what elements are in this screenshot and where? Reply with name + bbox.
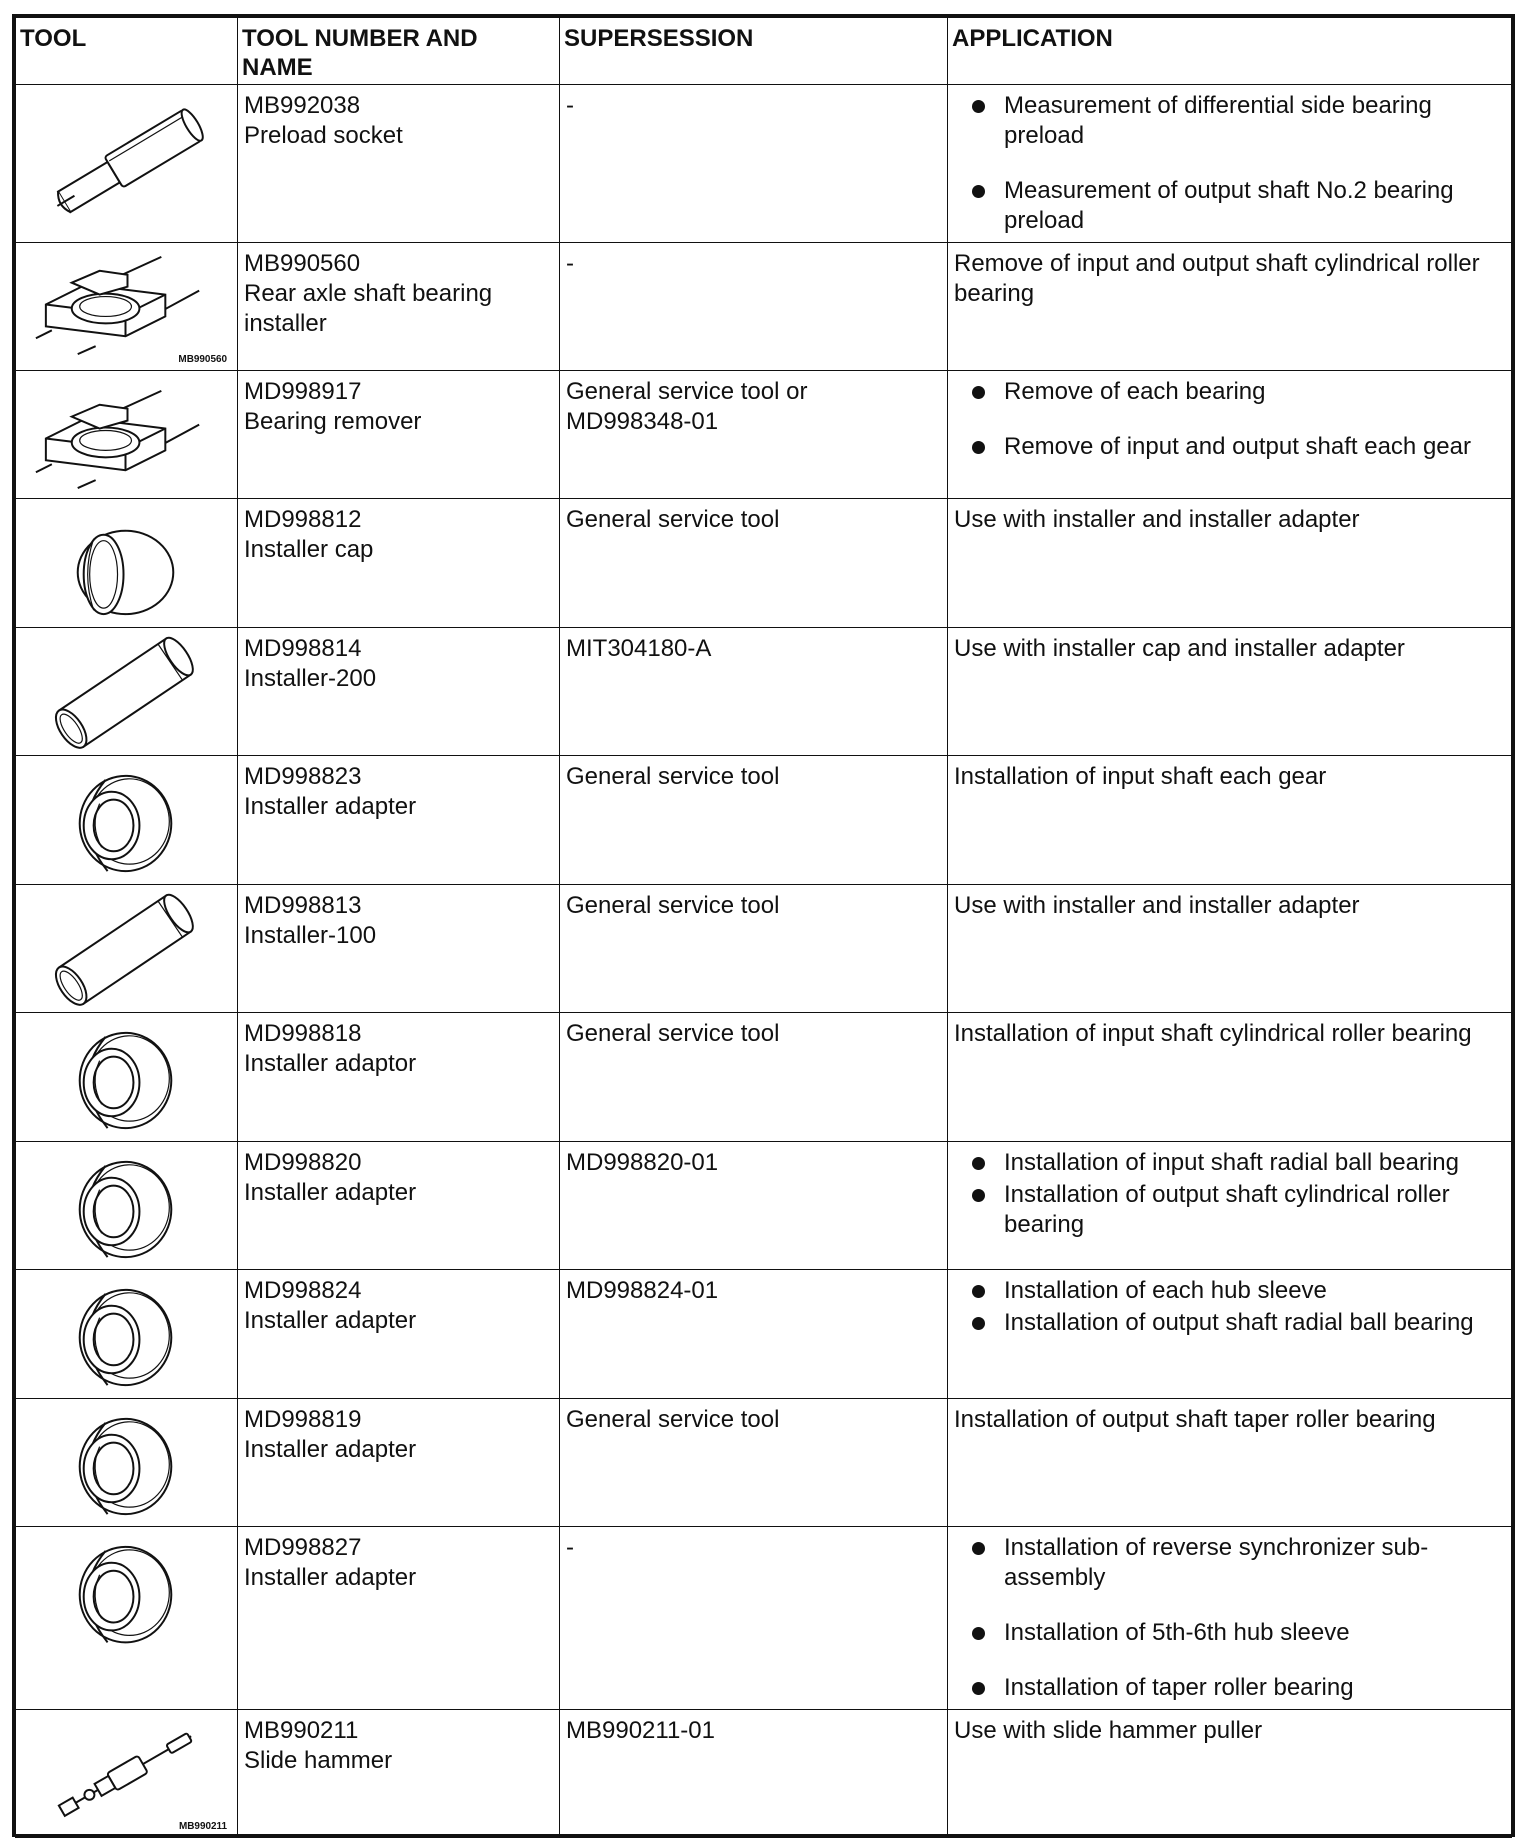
tool-number: MB992038 [244, 92, 361, 119]
tool-number-name-cell [238, 1142, 560, 1270]
application-item: Installation of input shaft radial ball bearing [954, 1148, 1505, 1178]
application-cell [948, 1527, 1512, 1710]
tool-number: MD998812 [244, 506, 362, 533]
special-tools-table [15, 17, 1512, 1838]
tool-image-cell [16, 1142, 238, 1270]
tool-image-cell [16, 499, 238, 628]
tool-number-name-cell [238, 1527, 560, 1710]
tool-name: Rear axle shaft bearing installer [244, 280, 493, 337]
application-item: Installation of each hub sleeve [954, 1276, 1505, 1306]
tool-image-cell [16, 1527, 238, 1710]
tool-image-cell [16, 756, 238, 885]
application-item: Remove of input and output shaft each gear [954, 432, 1505, 462]
tool-number-name-cell [238, 1710, 560, 1838]
tool-image-cell [16, 1399, 238, 1527]
application-cell [948, 1013, 1512, 1142]
tool-row [16, 371, 1512, 499]
supersession-cell: - [560, 85, 948, 243]
application-list [954, 1148, 1505, 1240]
supersession-cell: - [560, 243, 948, 371]
tool-number: MD998917 [244, 378, 362, 405]
tool-number: MD998819 [244, 1406, 362, 1433]
application-list [954, 1533, 1505, 1703]
supersession-cell: General service tool [560, 885, 948, 1013]
tool-image-cell [16, 885, 238, 1013]
application-text: Installation of input shaft each gear [954, 763, 1327, 790]
header-row [16, 18, 1512, 85]
tool-row [16, 1399, 1512, 1527]
application-item: Installation of taper roller bearing [954, 1673, 1505, 1703]
tool-number: MB990211 [244, 1717, 359, 1744]
tool-number: MD998824 [244, 1277, 362, 1304]
application-item: Installation of output shaft cylindrical roller bearing [954, 1180, 1505, 1240]
tool-image-cell [16, 1710, 238, 1838]
supersession-cell: General service tool [560, 1399, 948, 1527]
application-cell [948, 1142, 1512, 1270]
tool-image-cell [16, 1270, 238, 1399]
tool-row [16, 1270, 1512, 1399]
supersession-cell: General service tool or MD998348-01 [560, 371, 948, 499]
tool-number: MD998814 [244, 635, 362, 662]
application-cell [948, 756, 1512, 885]
application-cell [948, 499, 1512, 628]
application-list [954, 377, 1505, 462]
tool-row [16, 1710, 1512, 1838]
tool-number-name-cell [238, 371, 560, 499]
application-text: Use with slide hammer puller [954, 1717, 1263, 1744]
tool-row [16, 1142, 1512, 1270]
application-text: Installation of input shaft cylindrical roller bearing [954, 1020, 1472, 1047]
application-item: Installation of output shaft radial ball bearing [954, 1308, 1505, 1338]
tool-number: MB990560 [244, 250, 361, 277]
tool-name: Preload socket [244, 122, 403, 149]
supersession-cell: - [560, 1527, 948, 1710]
tool-number-name-cell [238, 756, 560, 885]
tool-image-cell [16, 628, 238, 756]
supersession-cell: General service tool [560, 756, 948, 885]
application-list [954, 91, 1505, 236]
supersession-cell: MB990211-01 [560, 1710, 948, 1838]
tool-number: MD998820 [244, 1149, 362, 1176]
tool-number-name-cell [238, 1399, 560, 1527]
tool-row [16, 756, 1512, 885]
tool-name: Installer adapter [244, 793, 417, 820]
tool-number-name-cell [238, 85, 560, 243]
tool-image-cell [16, 243, 238, 371]
tool-row [16, 1527, 1512, 1710]
application-text: Remove of input and output shaft cylindrical roller bearing [954, 250, 1480, 307]
application-item: Installation of reverse synchronizer sub-assembly [954, 1533, 1505, 1593]
tool-image-caption: MB990560 [178, 354, 228, 366]
application-cell [948, 243, 1512, 371]
supersession-cell: General service tool [560, 499, 948, 628]
header-tool: TOOL [16, 18, 238, 85]
tool-number-name-cell [238, 628, 560, 756]
tool-number: MD998827 [244, 1534, 362, 1561]
application-item: Installation of 5th-6th hub sleeve [954, 1618, 1505, 1648]
tool-name: Bearing remover [244, 408, 422, 435]
tool-row [16, 243, 1512, 371]
application-text: Use with installer and installer adapter [954, 892, 1360, 919]
application-item: Measurement of differential side bearing preload [954, 91, 1505, 151]
application-cell [948, 1710, 1512, 1838]
tool-number: MD998823 [244, 763, 362, 790]
application-item: Measurement of output shaft No.2 bearing preload [954, 176, 1505, 236]
supersession-cell: General service tool [560, 1013, 948, 1142]
tool-image-cell [16, 371, 238, 499]
supersession-cell: MD998820-01 [560, 1142, 948, 1270]
tool-name: Installer adapter [244, 1564, 417, 1591]
tool-row [16, 628, 1512, 756]
tool-name: Installer-100 [244, 922, 377, 949]
supersession-cell: MD998824-01 [560, 1270, 948, 1399]
tool-image-cell [16, 1013, 238, 1142]
tool-row [16, 885, 1512, 1013]
tool-name: Slide hammer [244, 1747, 393, 1774]
supersession-cell: MIT304180-A [560, 628, 948, 756]
application-cell [948, 371, 1512, 499]
tool-row [16, 85, 1512, 243]
tool-image-caption: MB990211 [178, 1821, 228, 1833]
tool-row [16, 499, 1512, 628]
tool-number: MD998818 [244, 1020, 362, 1047]
application-cell [948, 628, 1512, 756]
tool-name: Installer adapter [244, 1179, 417, 1206]
tool-name: Installer-200 [244, 665, 377, 692]
tool-row [16, 1013, 1512, 1142]
application-text: Use with installer cap and installer adapter [954, 635, 1405, 662]
application-cell [948, 1399, 1512, 1527]
tool-name: Installer adapter [244, 1436, 417, 1463]
tool-number: MD998813 [244, 892, 362, 919]
tool-number-name-cell [238, 885, 560, 1013]
tool-number-name-cell [238, 243, 560, 371]
header-supersession: SUPERSESSION [560, 18, 948, 85]
header-application: APPLICATION [948, 18, 1512, 85]
tool-name: Installer adapter [244, 1307, 417, 1334]
application-cell [948, 885, 1512, 1013]
tool-name: Installer cap [244, 536, 374, 563]
application-item: Remove of each bearing [954, 377, 1505, 407]
tool-number-name-cell [238, 499, 560, 628]
tool-number-name-cell [238, 1270, 560, 1399]
header-tool-number-and-name: TOOL NUMBER AND NAME [238, 18, 560, 85]
tool-name: Installer adaptor [244, 1050, 417, 1077]
application-cell [948, 85, 1512, 243]
tool-image-cell [16, 85, 238, 243]
special-tools-table-sheet [12, 14, 1515, 1837]
tool-number-name-cell [238, 1013, 560, 1142]
application-text: Installation of output shaft taper roller bearing [954, 1406, 1436, 1433]
application-cell [948, 1270, 1512, 1399]
application-list [954, 1276, 1505, 1338]
application-text: Use with installer and installer adapter [954, 506, 1360, 533]
